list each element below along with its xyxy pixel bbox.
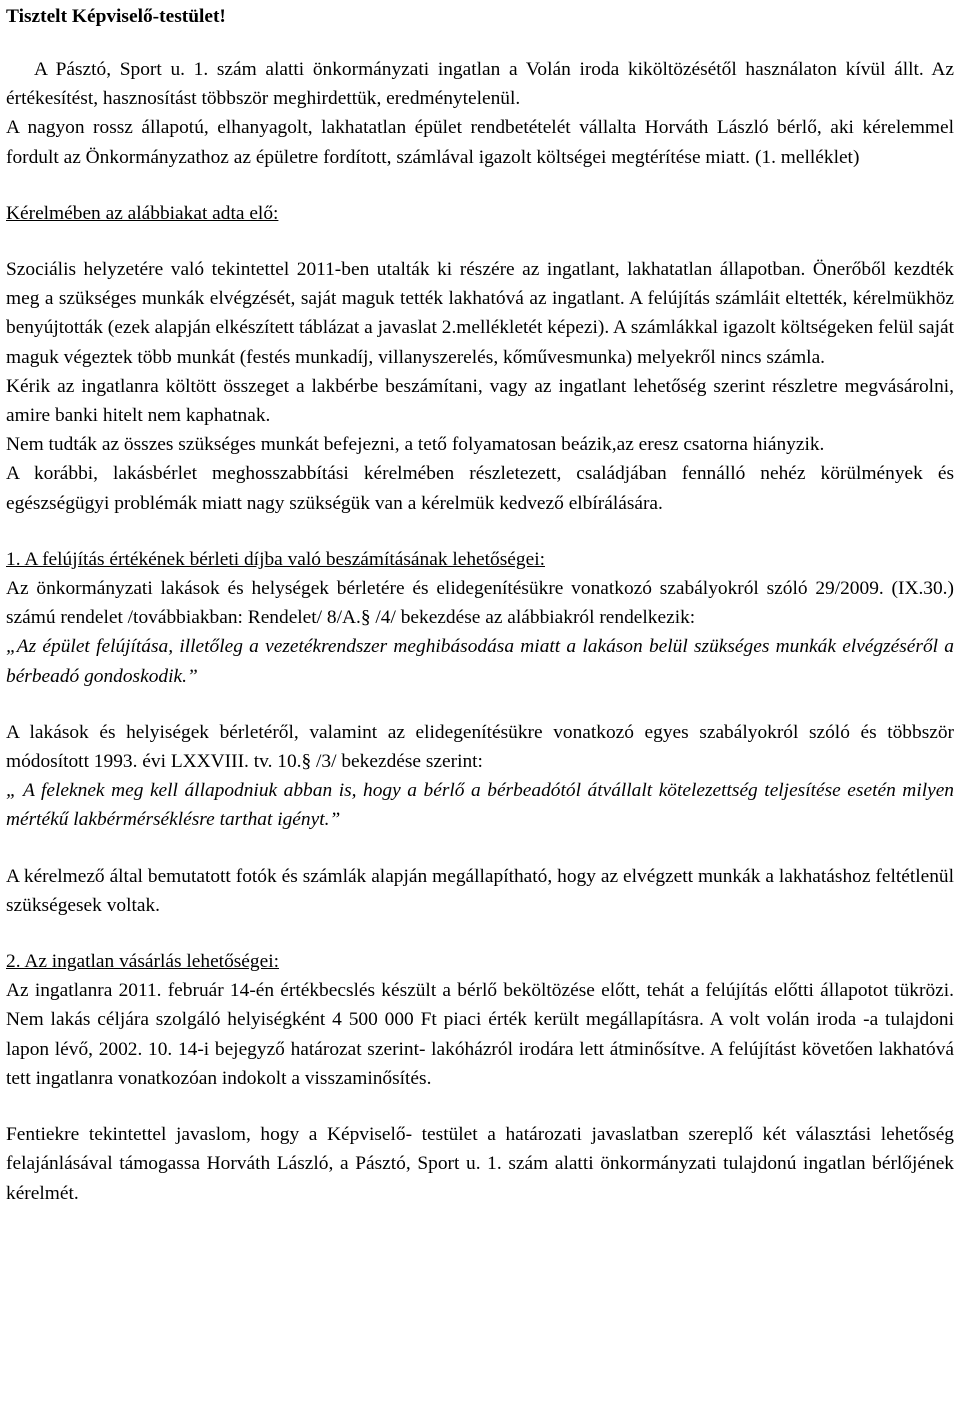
conclusion-paragraph: Fentiekre tekintettel javaslom, hogy a Képviselő- testület a határozati javaslatban szereplő két választási lehetőség felajánlásával támogassa Horváth László, a Pásztó, Sport u. 1. szám alatti önkormányzati tulajdonú ingatlan bérlőjének kérelmét. (6, 1124, 954, 1204)
spacer (6, 228, 954, 255)
intro-paragraph-2: A nagyon rossz állapotú, elhanyagolt, lakhatatlan épület rendbetételét vállalta Horváth László bérlő, aki kérelemmel fordult az Önkormányzathoz az épületre fordított, számlával igazolt költségei megtérítése miatt. (1. melléklet) (6, 117, 954, 168)
section-1-paragraph-2: A lakások és helyiségek bérletéről, valamint az elidegenítésükre vonatkozó egyes szabályokról szóló és többször módosított 1993. évi LXXVIII. tv. 10.§ /3/ bekezdése szerint: (6, 721, 954, 773)
intro-paragraph-1: A Pásztó, Sport u. 1. szám alatti önkormányzati ingatlan a Volán iroda kiköltözésétől használaton kívül állt. Az értékesítést, hasznosítást többször meghirdettük, eredménytelenül. (6, 59, 954, 110)
section-2-heading: 2. Az ingatlan vásárlás lehetőségei: (6, 951, 279, 973)
section-1-paragraph-3: A kérelmező által bemutatott fotók és számlák alapján megállapítható, hogy az elvégzett munkák a lakhatáshoz feltétlenül szükségesek voltak. (6, 865, 954, 916)
section-2-paragraph-1: Az ingatlanra 2011. február 14-én értékbecslés készült a bérlő beköltözése előtt, tehát a felújítás előtti állapotot tükrözi. Nem lakás céljára szolgáló helyiségként 4 500 000 Ft piaci érték került megállapításra. A volt volán iroda -a tulajdoni lapon lévő, 2002. 10. 14-i bejegyző határozat szerint- lakóházról irodára lett átminősítve. A felújítást követően lakhatóvá tett ingatlanra vonatkozóan indokolt a visszaminősítés. (6, 980, 954, 1089)
spacer (6, 31, 954, 55)
spacer (6, 920, 954, 947)
section-1-quote-2: „ A feleknek meg kell állapodniuk abban is, hogy a bérlő a bérbeadótól átvállalt kötelezettség teljesítése esetén milyen mértékű lakbérmérséklésre tarthat igényt.” (6, 780, 954, 831)
request-paragraph-2: Kérik az ingatlanra költött összeget a lakbérbe beszámítani, vagy az ingatlant lehetőség szerint részletre megvásárolni, amire banki hitelt nem kaphatnak. (6, 375, 954, 427)
request-heading: Kérelmében az alábbiakat adta elő: (6, 202, 279, 224)
spacer (6, 172, 954, 199)
section-1-paragraph-1: Az önkormányzati lakások és helységek bérletére és elidegenítésükre vonatkozó szabályokról szóló 29/2009. (IX.30.) számú rendelet /továbbiakban: Rendelet/ 8/A.§ /4/ bekezdése az alábbiakról rendelkezik: (6, 578, 954, 629)
document-page (0, 2, 960, 1418)
spacer (6, 1093, 954, 1120)
request-paragraph-3: Nem tudták az összes szükséges munkát befejezni, a tető folyamatosan beázik,az eresz csatorna hiányzik. (6, 434, 825, 456)
section-1-heading: 1. A felújítás értékének bérleti díjba való beszámításának lehetőségei: (6, 548, 545, 570)
page-title: Tisztelt Képviselő-testület! (6, 6, 226, 27)
spacer (6, 835, 954, 862)
request-paragraph-1: Szociális helyzetére való tekintettel 2011-ben utalták ki részére az ingatlant, lakhatatlan állapotban. Önerőből kezdték meg a szükséges munkák elvégzését, saját maguk tették lakhatóvá az ingatlant. A felújítás számláit eltették, kérelmükhöz benyújtották (ezek alapján elkészített táblázat a javaslat 2.mellékletét képezi). A számlákkal igazolt költségeken felül saját maguk végeztek több munkát (festés munkadíj, villanyszerelés, kőművesmunka) melyekről nincs számla. (6, 259, 954, 368)
section-1-quote-1: „Az épület felújítása, illetőleg a vezetékrendszer meghibásodása miatt a lakáson belül szükséges munkák elvégzéséről a bérbeadó gondoskodik.” (6, 636, 954, 687)
request-paragraph-4: A korábbi, lakásbérlet meghosszabbítási kérelmében részletezett, családjában fennálló nehéz körülmények és egészségügyi problémák miatt nagy szükségük van a kérelmük kedvező elbírálására. (6, 463, 954, 514)
spacer (6, 518, 954, 545)
spacer (6, 691, 954, 718)
